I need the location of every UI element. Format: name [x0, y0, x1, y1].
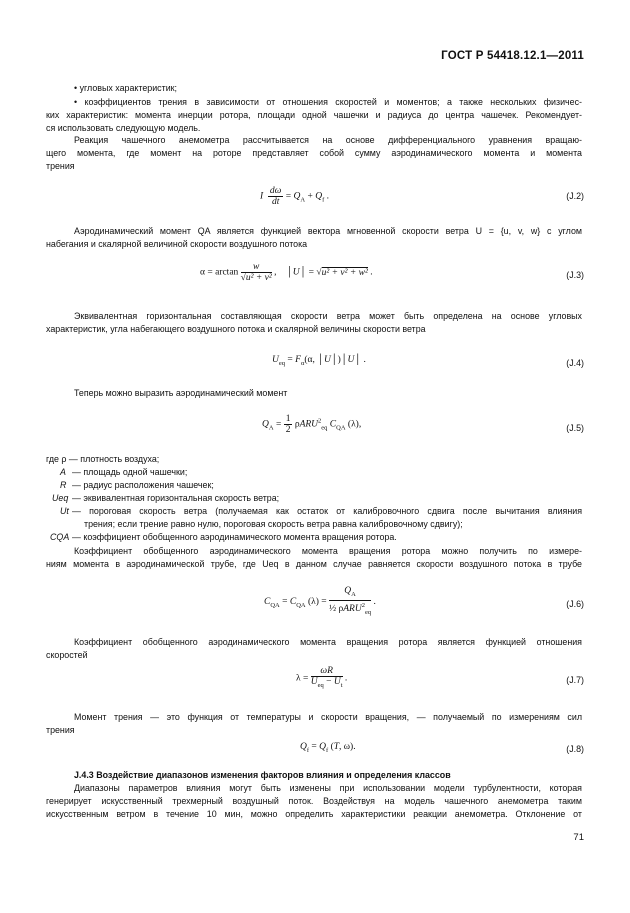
- equation-number-j6: (J.6): [566, 599, 584, 609]
- para-ranges-l2: генерирует искусственный трехмерный воздушный поток. Воздействуя на модель чашечного анемометра таким: [46, 796, 582, 806]
- bullet-friction-l2: ких характеристик: момента инерции ротора, площади одной чашечки и радиуса до центра чашечек. Рекомендует-: [46, 110, 582, 120]
- equation-j3: α = arctan $\frac{w}{\text{√u² + v²}}$ , │U│ = √u² + v² + w² .: [200, 262, 373, 283]
- para-aero-moment-l2: набегания и скалярной величиной скорости воздушного потока: [46, 239, 308, 249]
- equation-j6: $C_{QA} = C_{QA}$ (λ) = $\frac{Q_A}{\frac{1}{2} \rho ARU^2_{eq}}$ .: [264, 586, 376, 616]
- where-ueq-desc: — эквивалентная горизонтальная скорость ветра;: [72, 493, 280, 503]
- equation-j2: I $\frac{d\omega}{dt}$ = $Q_A + Q_f$ .: [260, 186, 329, 207]
- para-reaction-l2: щего момента, где момент на роторе представляет собой сумму аэродинамического момента и момента: [46, 148, 582, 158]
- where-rho: где ρ — плотность воздуха;: [46, 454, 160, 464]
- where-r-desc: — радиус расположения чашечек;: [72, 480, 214, 490]
- para-friction-l2: трения: [46, 725, 75, 735]
- equation-number-j2: (J.2): [566, 191, 584, 201]
- equation-number-j8: (J.8): [566, 744, 584, 754]
- where-ut-symbol: Ut: [60, 506, 69, 516]
- para-express-moment: Теперь можно выразить аэродинамический момент: [74, 388, 288, 398]
- equation-j7: λ = $\frac{\omega R}{U_{eq} - U_t}$ .: [296, 666, 348, 689]
- where-ut-desc-l2: трения; если трение равно нулю, пороговая скорость ветра равна калибровочному сдвигу);: [84, 519, 463, 529]
- para-equivalent-l1: Эквивалентная горизонтальная составляющая скорости ветра может быть определена на основе угловых: [74, 311, 582, 321]
- equation-number-j4: (J.4): [566, 358, 584, 368]
- document-header: ГОСТ Р 54418.12.1—2011: [441, 50, 584, 62]
- where-a-desc: — площадь одной чашечки;: [72, 467, 188, 477]
- para-friction-l1: Момент трения — это функция от температуры и скорости вращения, — получаемый по измерениям сил: [74, 712, 582, 722]
- para-ranges-l3: искусственным ветром в течение 10 мин, можно определить характеристики реакции анемометра. Отклонение от: [46, 809, 582, 819]
- equation-number-j3: (J.3): [566, 270, 584, 280]
- bullet-angular: • угловых характеристик;: [74, 83, 177, 93]
- para-coefficient-l1: Коэффициент обобщенного аэродинамического момента вращения ротора можно получить по измере-: [74, 546, 582, 556]
- para-equivalent-l2: характеристик, угла набегающего воздушного потока и скалярной величины скорости ветра: [46, 324, 426, 334]
- para-ranges-l1: Диапазоны параметров влияния могут быть изменены при использовании модели турбулентности, которая: [74, 783, 582, 793]
- page-number: 71: [573, 832, 584, 843]
- para-reaction-l3: трения: [46, 161, 75, 171]
- where-r-symbol: R: [60, 480, 67, 490]
- equation-j4: $U_{eq} = F_\alpha(\alpha$, │U│)│U│ .: [272, 355, 366, 367]
- equation-j8: $Q_f = Q_f$ (T, ω).: [300, 742, 356, 754]
- equation-number-j7: (J.7): [566, 675, 584, 685]
- para-reaction-l1: Реакция чашечного анемометра рассчитывается на основе дифференциального уравнения вращаю-: [74, 135, 582, 145]
- para-ratio-l1: Коэффициент обобщенного аэродинамического момента вращения ротора является функцией отношения: [74, 637, 582, 647]
- where-ut-desc-l1: — пороговая скорость ветра (получаемая как остаток от калибровочного сдвига после вычитания влияния: [72, 506, 582, 516]
- where-cqa-symbol: CQA: [50, 532, 70, 542]
- para-coefficient-l2: ниям момента в аэродинамической трубе, где Ueq в данном случае равняется скорости воздушного потока в трубе: [46, 559, 582, 569]
- bullet-friction-l3: ся использовать следующую модель.: [46, 123, 201, 133]
- equation-number-j5: (J.5): [566, 423, 584, 433]
- para-ratio-l2: скоростей: [46, 650, 88, 660]
- para-aero-moment-l1: Аэродинамический момент QA является функцией вектора мгновенной скорости ветра U = {u, v, w} с углом: [74, 226, 582, 236]
- equation-j5: $Q_A$ = $\frac{1}{2}$ ρARU$^2_{eq}$ $C_{QA}$ (λ),: [262, 414, 362, 435]
- where-cqa-desc: — коэффициент обобщенного аэродинамического момента вращения ротора.: [72, 532, 397, 542]
- where-a-symbol: A: [60, 467, 66, 477]
- section-heading: J.4.3 Воздействие диапазонов изменения факторов влияния и определения классов: [74, 770, 451, 780]
- bullet-friction-l1: • коэффициентов трения в зависимости от отношения скоростей и моментов; а также нескольких физичес-: [74, 97, 582, 107]
- where-ueq-symbol: Ueq: [52, 493, 69, 503]
